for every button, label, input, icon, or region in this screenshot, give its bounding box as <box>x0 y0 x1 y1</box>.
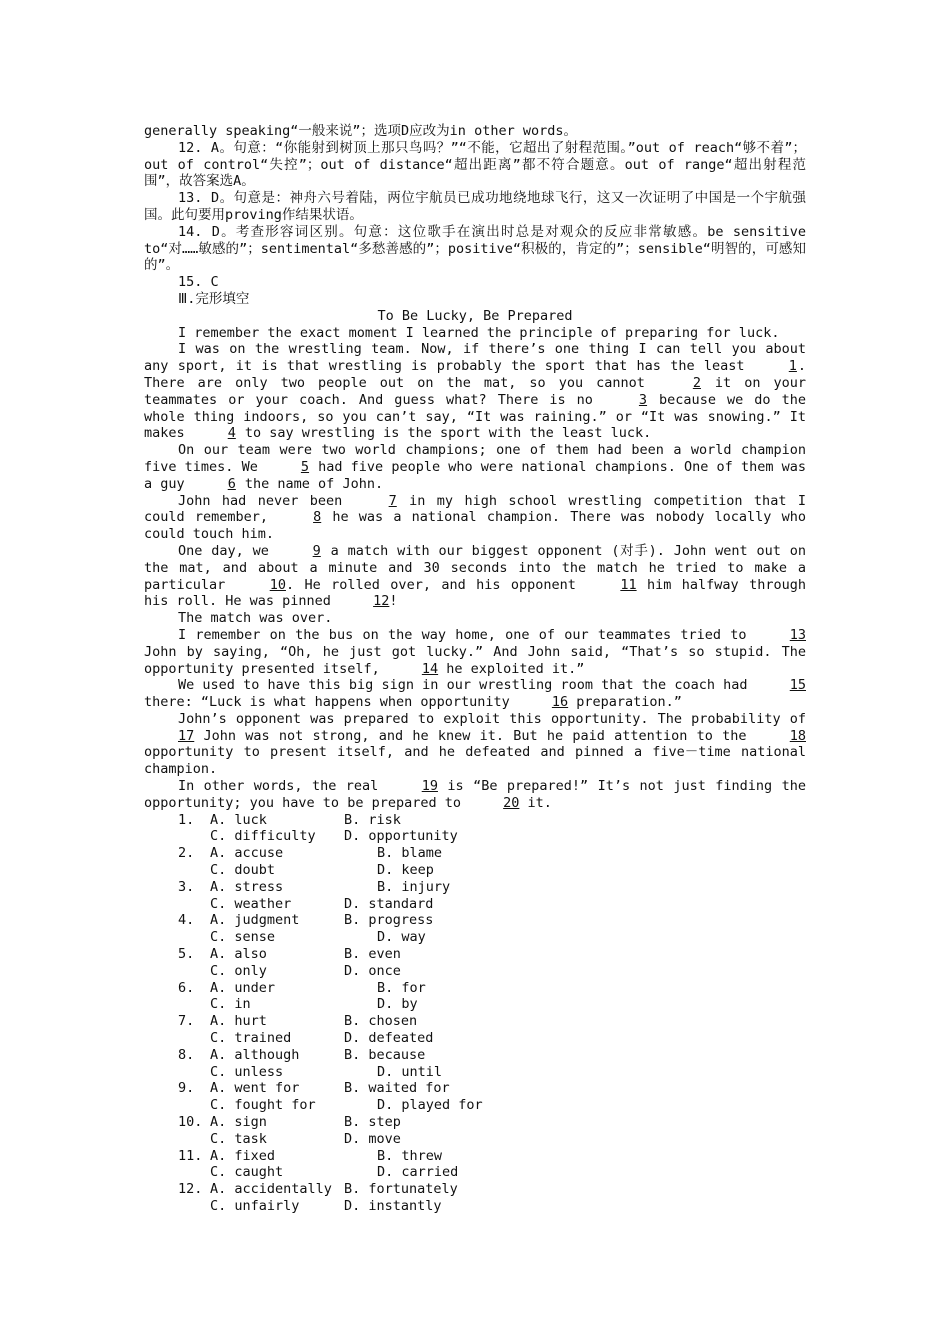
passage-paragraph: In other words, the real 19 is “Be prepared!” It’s not just finding the opportunity; you have to be prepared to 20 it. <box>144 778 806 811</box>
option-row <box>144 1097 806 1114</box>
option-b: B. for <box>377 979 426 996</box>
blank: 7 <box>388 492 397 509</box>
option-row <box>144 862 806 879</box>
option-a: A. although <box>210 1046 300 1063</box>
passage-paragraph: I was on the wrestling team. Now, if there’s one thing I can tell you about any sport, it is that wrestling is probably the sport that has the least 1. There are only two people out on the mat, so you cannot 2 it on your teammates or your coach. And guess what? There is no 3 because we do the whole thing indoors, so you can’t say, “It was raining.” or “It was snowing.” It makes 4 to say wrestling is the sport with the least luck. <box>144 341 806 442</box>
option-d: D. carried <box>377 1164 459 1181</box>
blank: 5 <box>300 458 310 475</box>
option-b: B. even <box>344 946 401 963</box>
option-a: A. went for <box>210 1080 300 1097</box>
option-row <box>144 896 806 913</box>
option-c: C. unfairly <box>210 1198 300 1214</box>
blank: 16 <box>551 694 569 711</box>
option-row <box>144 1181 806 1198</box>
question-number: 9. <box>178 1080 195 1097</box>
option-row <box>144 1030 806 1047</box>
option-b: B. progress <box>344 912 434 929</box>
blank: 13 <box>789 626 806 643</box>
blank: 10 <box>269 576 286 593</box>
option-c: C. fought for <box>210 1097 316 1114</box>
blank: 8 <box>313 509 322 526</box>
option-a: A. fixed <box>210 1147 276 1164</box>
option-b: B. blame <box>377 845 443 862</box>
option-b: B. injury <box>377 878 451 895</box>
question-number: 3. <box>178 878 195 895</box>
passage-paragraph: John’s opponent was prepared to exploit this opportunity. The probability of 17 John was not strong, and he knew it. But he paid attention to the 18 opportunity to present itself, and he defeated and pinned a five－time national champion. <box>144 710 806 778</box>
option-row <box>144 1064 806 1081</box>
option-c: C. caught <box>210 1164 284 1181</box>
option-row <box>144 845 806 862</box>
options-list <box>144 812 806 1215</box>
answer-line: 12. A。句意：“你能射到树顶上那只鸟吗？”“不能，它超出了射程范围。”out of reach“够不着”；out of control“失控”；out of distance“超出距离”都不符合题意。out of range“超出射程范围”，故答案选A。 <box>144 139 806 190</box>
blank: 17 <box>178 727 195 744</box>
passage-paragraph: John had never been 7 in my high school wrestling competition that I could remember, 8 he was a national champion. There was nobody locally who could touch him. <box>144 492 806 543</box>
option-d: D. way <box>377 929 426 946</box>
option-a: A. stress <box>210 878 284 895</box>
option-a: A. luck <box>210 811 267 828</box>
blank: 2 <box>692 374 701 391</box>
passage-paragraph: We used to have this big sign in our wrestling room that the coach had 15 there: “Luck is what happens when opportunity 16 preparation.” <box>144 677 806 711</box>
question-number: 2. <box>178 845 195 862</box>
option-a: A. judgment <box>210 912 300 929</box>
option-b: B. fortunately <box>344 1181 458 1198</box>
option-a: A. also <box>210 946 267 963</box>
option-row <box>144 1013 806 1030</box>
option-row <box>144 1164 806 1181</box>
question-number: 1. <box>178 811 195 828</box>
option-a: A. under <box>210 979 276 996</box>
blank: 4 <box>227 425 236 442</box>
option-c: C. difficulty <box>210 828 316 845</box>
option-d: D. defeated <box>344 1030 434 1047</box>
option-c: C. only <box>210 962 267 979</box>
option-row <box>144 996 806 1013</box>
question-number: 4. <box>178 912 195 929</box>
option-row <box>144 929 806 946</box>
option-row <box>144 1080 806 1097</box>
option-b: B. step <box>344 1114 401 1131</box>
question-number: 12. <box>178 1181 203 1198</box>
option-d: D. once <box>344 962 401 979</box>
option-row <box>144 1047 806 1064</box>
option-row <box>144 1148 806 1165</box>
option-b: B. threw <box>377 1147 443 1164</box>
answer-line: generally speaking“一般来说”；选项D应改为in other words。 <box>144 123 577 139</box>
answer-line: 13. D。句意是：神舟六号着陆，两位宇航员已成功地绕地球飞行，这又一次证明了中国是一个宇航强国。此句要用proving作结果状语。 <box>144 190 806 223</box>
answer-line: 14. D。考查形容词区别。句意：这位歌手在演出时总是对观众的反应非常敏感。be sensitive to“对……敏感的”；sentimental“多愁善感的”；positive“积极的，肯定的”；sensible“明智的，可感知的”。 <box>144 223 806 274</box>
section-heading: Ⅲ.完形填空 <box>178 290 250 307</box>
question-number: 7. <box>178 1013 195 1030</box>
option-row <box>144 912 806 929</box>
option-row <box>144 812 806 829</box>
passage-title: To Be Lucky, Be Prepared <box>377 307 573 324</box>
option-c: C. weather <box>210 895 292 912</box>
option-a: A. accuse <box>210 845 284 862</box>
option-c: C. sense <box>210 929 276 946</box>
option-row <box>144 1198 806 1215</box>
option-c: C. trained <box>210 1030 292 1047</box>
option-d: D. standard <box>344 895 434 912</box>
option-d: D. keep <box>377 862 434 879</box>
option-d: D. instantly <box>344 1198 442 1214</box>
option-row <box>144 1114 806 1131</box>
option-row <box>144 946 806 963</box>
option-a: A. accidentally <box>210 1181 332 1198</box>
option-c: C. doubt <box>210 862 276 879</box>
option-d: D. until <box>377 1063 443 1080</box>
question-number: 11. <box>178 1147 203 1164</box>
passage-paragraph: One day, we 9 a match with our biggest opponent (对手). John went out on the mat, and about a minute and 30 seconds into the match he tried to make a particular 10. He rolled over, and his opponent 11 him halfway through his roll. He was pinned 12! <box>144 542 806 610</box>
blank: 9 <box>312 542 321 559</box>
document-page <box>144 123 806 1215</box>
option-a: A. sign <box>210 1114 267 1131</box>
blank: 3 <box>638 391 648 408</box>
blank: 14 <box>421 660 439 677</box>
question-number: 10. <box>178 1114 203 1131</box>
blank: 1 <box>788 358 797 375</box>
option-row <box>144 963 806 980</box>
blank: 6 <box>227 475 236 492</box>
option-c: C. unless <box>210 1063 284 1080</box>
answer-line: 15. C <box>178 274 219 291</box>
option-d: D. played for <box>377 1097 483 1114</box>
option-c: C. in <box>210 996 251 1013</box>
blank: 19 <box>421 778 438 795</box>
question-number: 5. <box>178 946 195 963</box>
blank: 20 <box>503 794 520 811</box>
option-b: B. chosen <box>344 1013 418 1030</box>
option-d: D. opportunity <box>344 828 458 845</box>
option-a: A. hurt <box>210 1013 267 1030</box>
option-d: D. move <box>344 1130 401 1147</box>
blank: 12 <box>373 593 390 610</box>
question-number: 8. <box>178 1046 195 1063</box>
option-b: B. because <box>344 1046 426 1063</box>
blank: 11 <box>620 576 637 593</box>
option-row <box>144 828 806 845</box>
option-b: B. risk <box>344 811 401 828</box>
passage-paragraph: The match was over. <box>178 610 333 627</box>
passage-paragraph: I remember on the bus on the way home, one of our teammates tried to 13 John by saying, “Oh, he just got lucky.” And John said, “That’s so stupid. The opportunity presented itself, 14 he exploited it.” <box>144 626 806 677</box>
option-row <box>144 980 806 997</box>
option-row <box>144 1131 806 1148</box>
passage-paragraph: I remember the exact moment I learned the principle of preparing for luck. <box>178 324 780 341</box>
blank: 15 <box>789 677 806 694</box>
question-number: 6. <box>178 979 195 996</box>
passage-paragraph: On our team were two world champions; one of them had been a world champion five times. We 5 had five people who were national champions. One of them was a guy 6 the name of John. <box>144 442 806 492</box>
option-c: C. task <box>210 1130 267 1147</box>
blank: 18 <box>789 727 806 744</box>
option-d: D. by <box>377 996 418 1013</box>
option-b: B. waited for <box>344 1080 450 1097</box>
option-row <box>144 879 806 896</box>
